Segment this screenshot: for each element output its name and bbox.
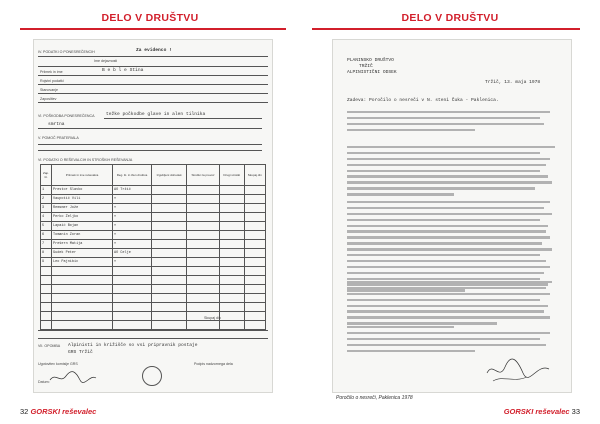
cell-empty [187, 285, 220, 294]
text-line [347, 146, 561, 151]
table-row [41, 213, 266, 222]
cell-empty [152, 249, 187, 258]
cell-empty [113, 303, 152, 312]
right-page-number: 33 [571, 407, 580, 416]
table-row [41, 195, 266, 204]
table-row [41, 312, 266, 321]
text-line [347, 175, 561, 180]
cell-no: 4 [41, 213, 52, 222]
cell-empty [52, 285, 113, 294]
header-other: Drugi stroški [219, 165, 244, 186]
table-row [41, 231, 266, 240]
form-line [38, 75, 268, 76]
cell-empty [152, 267, 187, 276]
text-line [347, 299, 561, 304]
cell-name: Tomanin Zoran [52, 231, 113, 240]
letter-paragraph [347, 325, 561, 354]
table-row [41, 186, 266, 195]
cell-empty [219, 186, 244, 195]
cell-empty [219, 294, 244, 303]
injury-description: težke počkodbe glave in alen tilnika [106, 112, 206, 117]
left-magazine-name: GORSKI reševalec [30, 407, 97, 416]
cell-empty [219, 312, 244, 321]
cell-empty [244, 204, 265, 213]
form-header-right: Za evidenco ! [136, 48, 172, 53]
right-title-rule [312, 28, 580, 30]
cell-empty [152, 321, 187, 330]
cell-no: 1 [41, 186, 52, 195]
cell-empty [52, 303, 113, 312]
cell-empty [152, 204, 187, 213]
text-line [347, 164, 561, 169]
form-section-1-title: IV. PODATKI O PONESREČENCIH [38, 50, 95, 54]
table-row [41, 276, 266, 285]
table-row [41, 258, 266, 267]
cell-empty [244, 231, 265, 240]
cell-no: 8 [41, 249, 52, 258]
text-line [347, 338, 561, 343]
text-line [347, 281, 561, 286]
cell-empty [219, 285, 244, 294]
row-address-label: Rojstni podatki [40, 79, 64, 83]
text-line [347, 213, 561, 218]
signature-image [483, 355, 553, 385]
cell-empty [187, 213, 220, 222]
row-name-label: Priimek in ime [40, 70, 63, 74]
sender-line-1: PLANINSKO DRUŠTVO [347, 58, 394, 63]
cell-empty [152, 222, 187, 231]
cell-empty [219, 222, 244, 231]
sender-line-2: TRŽIČ [359, 64, 373, 69]
form-line [38, 128, 262, 129]
cell-empty [219, 213, 244, 222]
cell-empty [244, 312, 265, 321]
cell-empty [244, 240, 265, 249]
injury-outcome: smrtna [48, 122, 65, 127]
cell-empty [41, 303, 52, 312]
form-section-4-title: VI. PODATKI O REŠEVALCIH IN STROŠKIH REŠEVANJA [38, 158, 133, 162]
text-line [347, 326, 561, 331]
cell-empty [152, 186, 187, 195]
form-section-3-title: V. POMOČ PRATERIALA [38, 136, 79, 140]
cell-empty [244, 258, 265, 267]
form-line [38, 150, 262, 151]
cell-empty [113, 285, 152, 294]
text-line [347, 305, 561, 310]
rescuers-table-header [41, 165, 266, 186]
cell-empty [219, 267, 244, 276]
right-footer [504, 407, 580, 416]
cell-member: » [113, 222, 152, 231]
letter-paragraph [347, 110, 561, 134]
form-line [38, 330, 268, 331]
cell-member: » [113, 195, 152, 204]
text-line [347, 293, 561, 298]
table-row [41, 222, 266, 231]
text-line [347, 170, 561, 175]
cell-empty [152, 303, 187, 312]
cell-empty [187, 222, 220, 231]
cell-empty [219, 204, 244, 213]
header-name: Priimek in ime reševalca [52, 165, 113, 186]
cell-no: 2 [41, 195, 52, 204]
cell-empty [244, 267, 265, 276]
cell-name: Prešern Matija [52, 240, 113, 249]
cell-empty [219, 240, 244, 249]
cell-name: Lapaić Bojan [52, 222, 113, 231]
sender-line-3: ALPINISTIČNI ODSEK [347, 70, 397, 75]
supervisor-label: Podpis nadzornega dela [194, 362, 233, 366]
cell-empty [52, 294, 113, 303]
cell-no: 7 [41, 240, 52, 249]
cell-empty [52, 267, 113, 276]
cell-empty [244, 276, 265, 285]
cell-name: Prestor Slavko [52, 186, 113, 195]
cell-empty [41, 285, 52, 294]
cell-member: » [113, 258, 152, 267]
cell-empty [41, 267, 52, 276]
cell-empty [244, 303, 265, 312]
form-section-5-title: VII. OPOMBA [38, 344, 61, 348]
left-section-title: DELO V DRUŠTVU [101, 12, 199, 24]
figure-caption: Poročilo o nesreči, Paklenica 1978 [336, 395, 413, 401]
cell-member: » [113, 231, 152, 240]
cell-empty [187, 258, 220, 267]
cell-name: Gudek Peter [52, 249, 113, 258]
row-name-value: B e b l e Stina [102, 68, 144, 73]
cell-empty [187, 303, 220, 312]
commission-label: Ugotovitev komisije GRS [38, 362, 78, 366]
text-line [347, 181, 561, 186]
cell-empty [152, 276, 187, 285]
cell-no: 6 [41, 231, 52, 240]
cell-empty [187, 249, 220, 258]
table-row [41, 285, 266, 294]
cell-empty [152, 231, 187, 240]
left-footer [20, 407, 96, 416]
text-line [347, 152, 561, 157]
cell-empty [152, 195, 187, 204]
text-line [347, 117, 561, 122]
right-magazine-name: GORSKI reševalec [503, 407, 570, 416]
left-page-number: 32 [20, 407, 29, 416]
table-row [41, 294, 266, 303]
text-line [347, 225, 561, 230]
text-line [347, 344, 561, 349]
cell-empty [41, 294, 52, 303]
row-employer-label: Zaposlitev [40, 97, 57, 101]
header-no: Zap. št. [41, 165, 52, 186]
cell-empty [113, 321, 152, 330]
form-section-2-title: VI. POŠKODBA PONESREČENCA [38, 114, 95, 118]
cell-empty [152, 258, 187, 267]
signature-image [48, 370, 98, 384]
form-line [38, 102, 268, 103]
total-label: Skupaj din [204, 316, 221, 320]
table-row [41, 321, 266, 330]
form-section-1-subtitle: Ime dejavnosti [94, 59, 118, 63]
letter-date: Tržič, 13. maja 1978 [485, 80, 541, 85]
cell-empty [152, 213, 187, 222]
cell-empty [244, 213, 265, 222]
header-income: Izgubljeni dohodek [152, 165, 187, 186]
cell-empty [187, 195, 220, 204]
cell-empty [244, 195, 265, 204]
form-line [38, 338, 268, 339]
cell-empty [187, 276, 220, 285]
text-line [347, 332, 561, 337]
official-stamp [142, 366, 162, 386]
text-line [347, 350, 561, 355]
remark-text: Alpinisti in križišče so vsi pripravnik postaje [68, 343, 198, 348]
cell-empty [152, 240, 187, 249]
cell-name: Vaupotič Vili [52, 195, 113, 204]
remark-text-2: GRS Tržič [68, 350, 93, 355]
text-line [347, 260, 561, 265]
cell-empty [113, 276, 152, 285]
cell-empty [187, 204, 220, 213]
form-line [38, 56, 268, 57]
text-line [347, 254, 561, 259]
text-line [347, 310, 561, 315]
text-line [347, 316, 561, 321]
cell-empty [187, 240, 220, 249]
letter-subject: Zadeva: Poročilo o nesreči v N. steni Čuka - Paklenica. [347, 98, 499, 103]
cell-name: Perko Željko [52, 213, 113, 222]
letter-paragraph [347, 280, 561, 327]
text-line [347, 242, 561, 247]
left-title-rule [20, 28, 286, 30]
cell-empty [187, 186, 220, 195]
cell-empty [152, 294, 187, 303]
cell-member: » [113, 213, 152, 222]
header-transport: Stroški za prevoz [187, 165, 220, 186]
cell-empty [187, 267, 220, 276]
cell-empty [187, 294, 220, 303]
right-section-title: DELO V DRUŠTVU [401, 12, 499, 24]
cell-name: Remsmer Jože [52, 204, 113, 213]
form-line [38, 144, 262, 145]
cell-member: » [113, 204, 152, 213]
text-line [347, 287, 561, 292]
cell-empty [219, 303, 244, 312]
form-line [104, 118, 262, 119]
text-line [347, 111, 561, 116]
cell-name: Leo Pajnibic [52, 258, 113, 267]
cell-empty [244, 186, 265, 195]
text-line [347, 123, 561, 128]
cell-empty [244, 294, 265, 303]
cell-empty [113, 312, 152, 321]
header-total: Skupaj din [244, 165, 265, 186]
text-line [347, 158, 561, 163]
date-label: Datum: [38, 380, 50, 384]
cell-empty [113, 267, 152, 276]
form-line [38, 93, 268, 94]
text-line [347, 219, 561, 224]
cell-no: 5 [41, 222, 52, 231]
form-line [38, 84, 268, 85]
text-line [347, 236, 561, 241]
text-line [347, 248, 561, 253]
table-row [41, 267, 266, 276]
cell-empty [244, 249, 265, 258]
right-page [300, 0, 600, 424]
text-line [347, 201, 561, 206]
table-row [41, 240, 266, 249]
table-row [41, 204, 266, 213]
text-line [347, 230, 561, 235]
cell-member: » [113, 240, 152, 249]
cell-empty [152, 312, 187, 321]
cell-empty [152, 285, 187, 294]
cell-empty [113, 294, 152, 303]
text-line [347, 193, 561, 198]
cell-empty [244, 222, 265, 231]
cell-empty [219, 321, 244, 330]
text-line [347, 129, 561, 134]
cell-member: AO Celje [113, 249, 152, 258]
row-occupation-label: Stanovanje [40, 88, 58, 92]
table-row [41, 249, 266, 258]
cell-no: 9 [41, 258, 52, 267]
text-line [347, 207, 561, 212]
letter-paragraph [347, 145, 561, 198]
cell-empty [187, 321, 220, 330]
cell-empty [219, 258, 244, 267]
cell-empty [244, 321, 265, 330]
cell-empty [219, 195, 244, 204]
cell-empty [52, 321, 113, 330]
cell-empty [219, 276, 244, 285]
cell-empty [41, 312, 52, 321]
cell-empty [52, 312, 113, 321]
cell-empty [41, 276, 52, 285]
cell-empty [219, 249, 244, 258]
text-line [347, 266, 561, 271]
rescuers-table [40, 164, 266, 330]
form-line [38, 66, 268, 67]
cell-no: 3 [41, 204, 52, 213]
cell-member: AO Tržič [113, 186, 152, 195]
header-member: Reg. št. in člen društva [113, 165, 152, 186]
accident-report-letter [332, 39, 572, 393]
accident-report-form [33, 39, 273, 393]
cell-empty [244, 285, 265, 294]
cell-empty [52, 276, 113, 285]
cell-empty [187, 231, 220, 240]
text-line [347, 272, 561, 277]
cell-empty [41, 321, 52, 330]
table-row [41, 303, 266, 312]
text-line [347, 187, 561, 192]
cell-empty [219, 231, 244, 240]
